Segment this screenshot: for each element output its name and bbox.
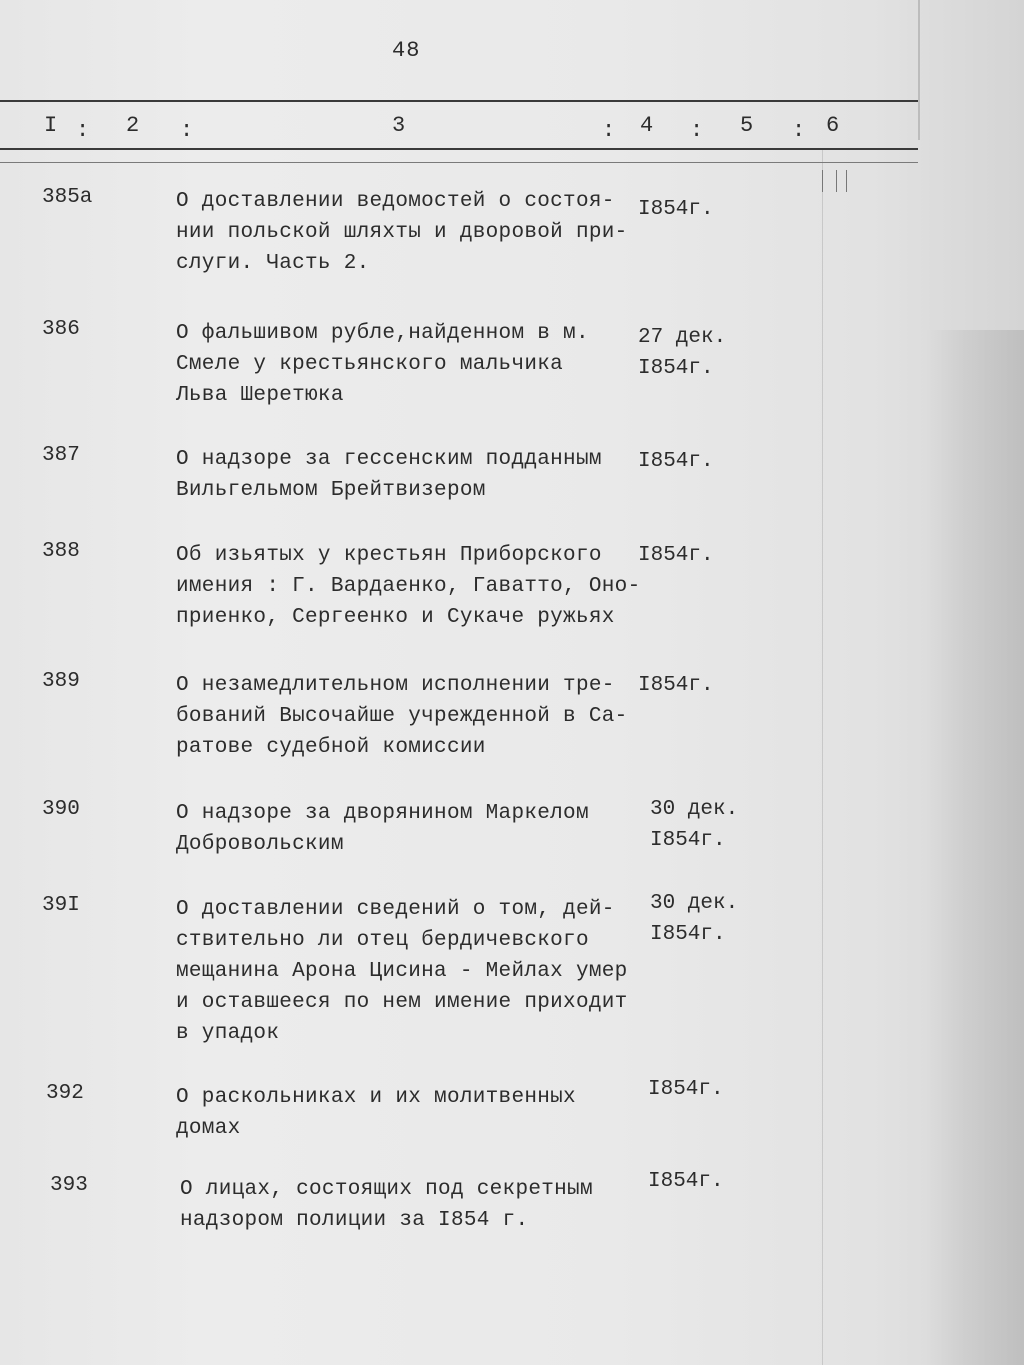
header-top-rule bbox=[0, 100, 918, 102]
entry-title-line: слуги. Часть 2. bbox=[176, 252, 370, 275]
entry-title-line: О раскольниках и их молитвенных bbox=[176, 1086, 576, 1109]
page-number: 48 bbox=[392, 38, 421, 63]
column-separator: : bbox=[180, 118, 194, 143]
entry-title-line: в упадок bbox=[176, 1022, 280, 1045]
column-header-4: 4 bbox=[640, 113, 654, 138]
column-tick bbox=[836, 170, 837, 192]
entry-date bbox=[648, 1166, 724, 1197]
entry-date-line: I854г. bbox=[638, 674, 714, 697]
entry-number: 389 bbox=[42, 670, 80, 693]
column-separator: : bbox=[76, 118, 90, 143]
entry-title-line: имения : Г. Вардаенко, Гаватто, Оно- bbox=[176, 575, 641, 598]
column-separator: : bbox=[792, 118, 806, 143]
entry-date bbox=[638, 194, 714, 225]
entry-number: 385а bbox=[42, 186, 93, 209]
entry-date bbox=[638, 670, 714, 701]
entry-date-line: I854г. bbox=[638, 450, 714, 473]
entry-title-line: Добровольским bbox=[176, 833, 344, 856]
entry-date bbox=[650, 794, 738, 856]
entry-title bbox=[176, 540, 651, 633]
entry-title-line: Об изьятых у крестьян Приборского bbox=[176, 544, 602, 567]
entry-title-line: надзором полиции за I854 г. bbox=[180, 1209, 529, 1232]
entry-title bbox=[176, 894, 651, 1049]
entry-title-line: домах bbox=[176, 1117, 241, 1140]
entry-number: 387 bbox=[42, 444, 80, 467]
entry-date-line: I854г. bbox=[638, 357, 714, 380]
entry-number: 390 bbox=[42, 798, 80, 821]
entry-number: 39I bbox=[42, 894, 80, 917]
entry-title bbox=[176, 444, 651, 506]
entry-title bbox=[176, 318, 651, 411]
entry-number: 388 bbox=[42, 540, 80, 563]
entry-title-line: бований Высочайше учрежденной в Са- bbox=[176, 705, 628, 728]
entry-title bbox=[176, 1082, 651, 1144]
entry-title-line: Смеле у крестьянского мальчика bbox=[176, 353, 564, 376]
entry-title-line: Льва Шеретюка bbox=[176, 384, 344, 407]
entry-title-line: О незамедлительном исполнении тре- bbox=[176, 674, 615, 697]
entry-title bbox=[176, 798, 651, 860]
header-bottom-rule bbox=[0, 148, 918, 150]
page-edge bbox=[918, 0, 920, 140]
entry-date-line: 30 дек. bbox=[650, 798, 739, 821]
header-thin-rule bbox=[0, 162, 918, 163]
entry-number: 393 bbox=[50, 1174, 88, 1197]
entry-title-line: О надзоре за дворянином Маркелом bbox=[176, 802, 589, 825]
column-header-1: I bbox=[44, 113, 58, 138]
entry-title-line: нии польской шляхты и дворовой при- bbox=[176, 221, 628, 244]
entry-title-line: О фальшивом рубле,найденном в м. bbox=[176, 322, 589, 345]
column-separator: : bbox=[602, 118, 616, 143]
column-header-3: 3 bbox=[392, 113, 406, 138]
entry-title-line: О доставлении сведений о том, дей- bbox=[176, 898, 615, 921]
column-header-2: 2 bbox=[126, 113, 140, 138]
entry-date bbox=[638, 540, 714, 571]
column-header-5: 5 bbox=[740, 113, 754, 138]
column-separator: : bbox=[690, 118, 704, 143]
entry-date-line: 27 дек. bbox=[638, 326, 727, 349]
column-header-6: 6 bbox=[826, 113, 840, 138]
entry-title bbox=[176, 670, 651, 763]
entry-number: 386 bbox=[42, 318, 80, 341]
entry-date-line: I854г. bbox=[638, 198, 714, 221]
entry-date bbox=[638, 322, 726, 384]
entry-title-line: и оставшееся по нем имение приходит bbox=[176, 991, 628, 1014]
entry-date-line: I854г. bbox=[650, 829, 726, 852]
entry-title-line: ствительно ли отец бердичевского bbox=[176, 929, 589, 952]
column-rule-faint bbox=[822, 150, 823, 1365]
entry-date-line: I854г. bbox=[648, 1170, 724, 1193]
entry-title-line: О надзоре за гессенским подданным bbox=[176, 448, 602, 471]
entry-title-line: О доставлении ведомостей о состоя- bbox=[176, 190, 615, 213]
entry-title-line: мещанина Арона Цисина - Мейлах умер bbox=[176, 960, 628, 983]
entry-date-line: I854г. bbox=[650, 923, 726, 946]
entry-date bbox=[648, 1074, 724, 1105]
column-tick bbox=[846, 170, 847, 192]
entry-date-line: I854г. bbox=[648, 1078, 724, 1101]
entry-title-line: Вильгельмом Брейтвизером bbox=[176, 479, 486, 502]
entry-title bbox=[180, 1174, 655, 1236]
entry-date-line: 30 дек. bbox=[650, 892, 739, 915]
entry-date bbox=[650, 888, 738, 950]
entry-date bbox=[638, 446, 714, 477]
entry-title-line: О лицах, состоящих под секретным bbox=[180, 1178, 593, 1201]
entry-title-line: ратове судебной комиссии bbox=[176, 736, 486, 759]
entry-title-line: приенко, Сергеенко и Сукаче ружьях bbox=[176, 606, 615, 629]
paper-fold-shadow bbox=[925, 330, 1024, 1365]
entry-date-line: I854г. bbox=[638, 544, 714, 567]
entry-number: 392 bbox=[46, 1082, 84, 1105]
entry-title bbox=[176, 186, 651, 279]
